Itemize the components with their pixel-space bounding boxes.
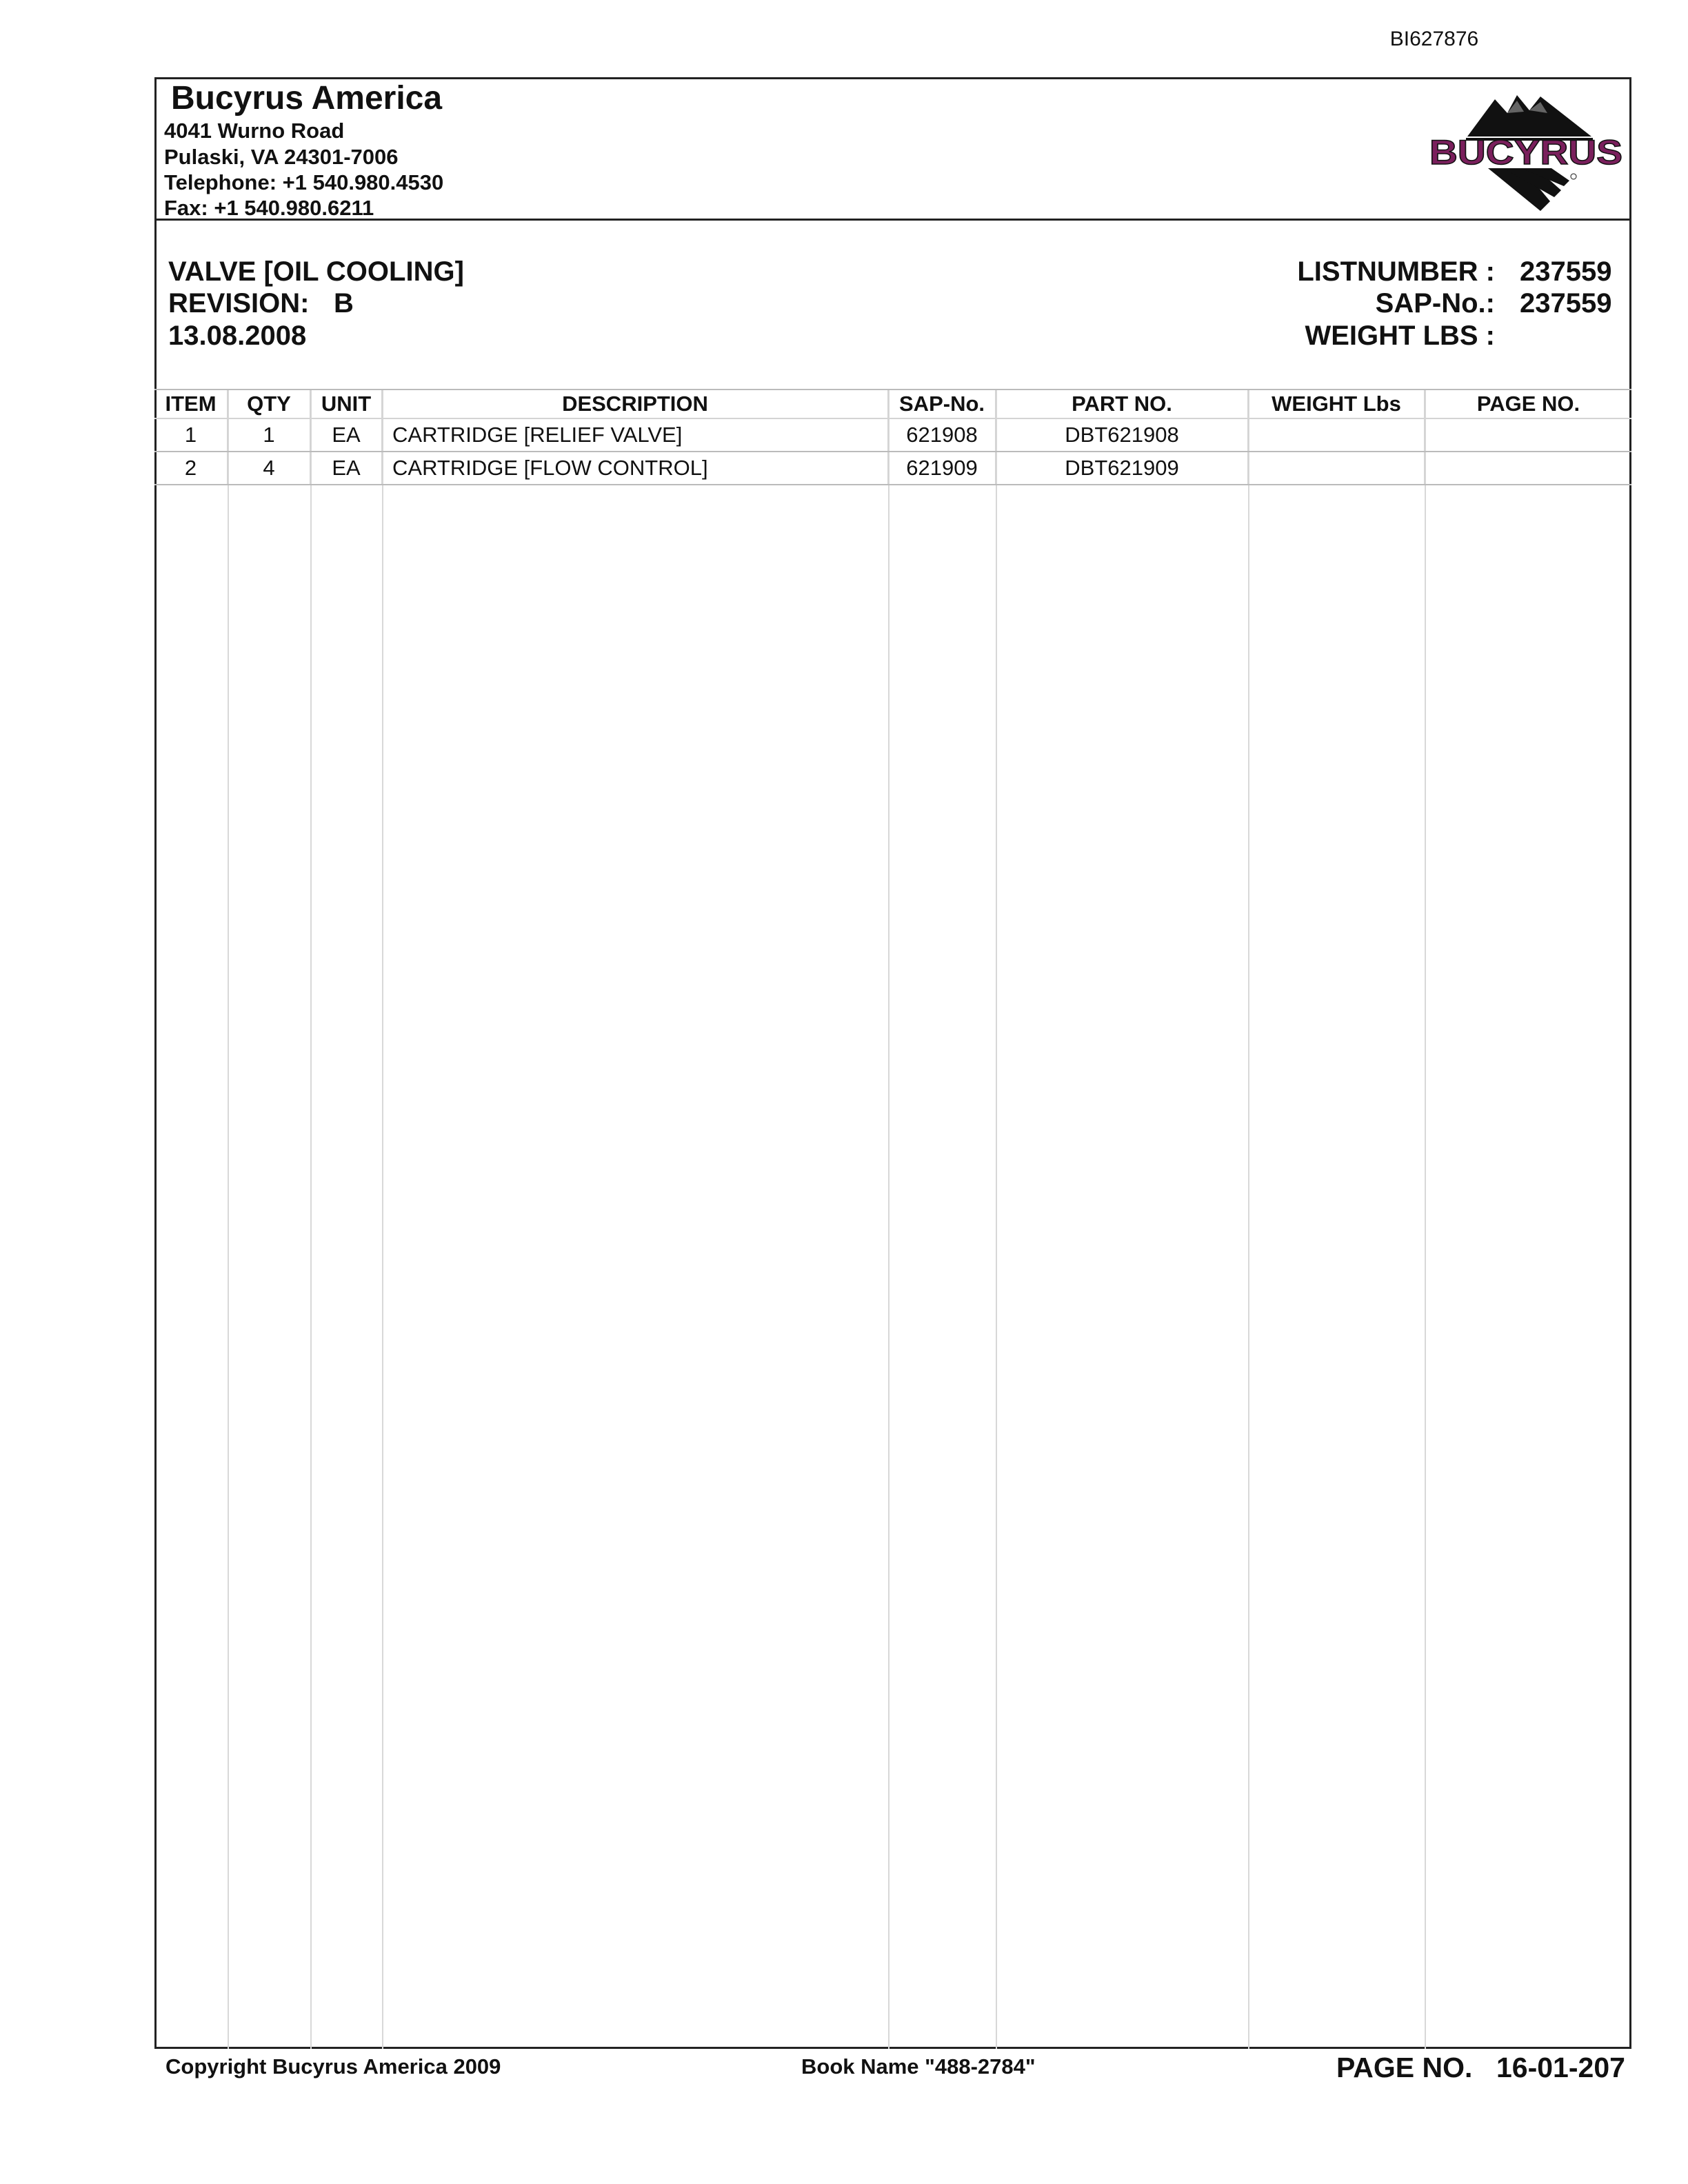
page-number-value: 16-01-207 xyxy=(1496,2052,1625,2083)
table-header-row xyxy=(154,390,1631,418)
sap-label: SAP-No.: xyxy=(1375,288,1495,318)
cell-page xyxy=(1425,452,1631,485)
column-divider xyxy=(1248,390,1249,2049)
fax: Fax: +1 540.980.6211 xyxy=(164,196,374,220)
address-line-2: Pulaski, VA 24301-7006 xyxy=(164,145,399,169)
telephone: Telephone: +1 540.980.4530 xyxy=(164,170,444,194)
bucyrus-logo xyxy=(1426,87,1626,211)
column-divider xyxy=(310,390,312,2049)
copyright-notice: Copyright Bucyrus America 2009 xyxy=(165,2054,501,2079)
table-row xyxy=(154,452,1631,485)
document-id: BI627876 xyxy=(1389,28,1479,50)
page-number-label: PAGE NO. xyxy=(1336,2052,1473,2083)
cell-description: CARTRIDGE [RELIEF VALVE] xyxy=(382,418,888,452)
weight-label: WEIGHT LBS : xyxy=(1305,321,1495,351)
cell-item: 2 xyxy=(154,452,228,485)
revision-date: 13.08.2008 xyxy=(168,321,307,351)
revision-label: REVISION: xyxy=(168,288,310,318)
sap-value: 237559 xyxy=(1520,288,1612,318)
column-divider xyxy=(382,390,383,2049)
header-unit: UNIT xyxy=(310,390,382,418)
column-divider xyxy=(996,390,997,2049)
table-row xyxy=(154,418,1631,452)
company-header xyxy=(154,77,1631,221)
cell-unit: EA xyxy=(310,418,382,452)
cell-sap: 621908 xyxy=(888,418,996,452)
cell-item: 1 xyxy=(154,418,228,452)
header-description: DESCRIPTION xyxy=(382,390,888,418)
assembly-title: VALVE [OIL COOLING] xyxy=(168,256,464,287)
book-name: Book Name "488-2784" xyxy=(801,2054,1036,2079)
logo-text: BUCYRUS xyxy=(1429,133,1622,172)
cell-part: DBT621908 xyxy=(996,418,1248,452)
cell-weight xyxy=(1248,418,1425,452)
listnumber-label: LISTNUMBER : xyxy=(1297,256,1495,287)
listnumber-value: 237559 xyxy=(1520,256,1612,287)
header-qty: QTY xyxy=(228,390,310,418)
header-part: PART NO. xyxy=(996,390,1248,418)
title-block xyxy=(154,221,1631,390)
cell-description: CARTRIDGE [FLOW CONTROL] xyxy=(382,452,888,485)
cell-unit: EA xyxy=(310,452,382,485)
cell-qty: 4 xyxy=(228,452,310,485)
cell-weight xyxy=(1248,452,1425,485)
header-item: ITEM xyxy=(154,390,228,418)
cell-qty: 1 xyxy=(228,418,310,452)
header-sap: SAP-No. xyxy=(888,390,996,418)
column-divider xyxy=(1425,390,1426,2049)
cell-sap: 621909 xyxy=(888,452,996,485)
column-divider xyxy=(888,390,890,2049)
cell-page xyxy=(1425,418,1631,452)
header-page: PAGE NO. xyxy=(1425,390,1631,418)
revision-value: B xyxy=(334,288,354,318)
column-divider xyxy=(228,390,229,2049)
address-line-1: 4041 Wurno Road xyxy=(164,119,345,143)
company-name: Bucyrus America xyxy=(171,80,443,117)
header-weight: WEIGHT Lbs xyxy=(1248,390,1425,418)
cell-part: DBT621909 xyxy=(996,452,1248,485)
parts-table xyxy=(154,390,1631,485)
